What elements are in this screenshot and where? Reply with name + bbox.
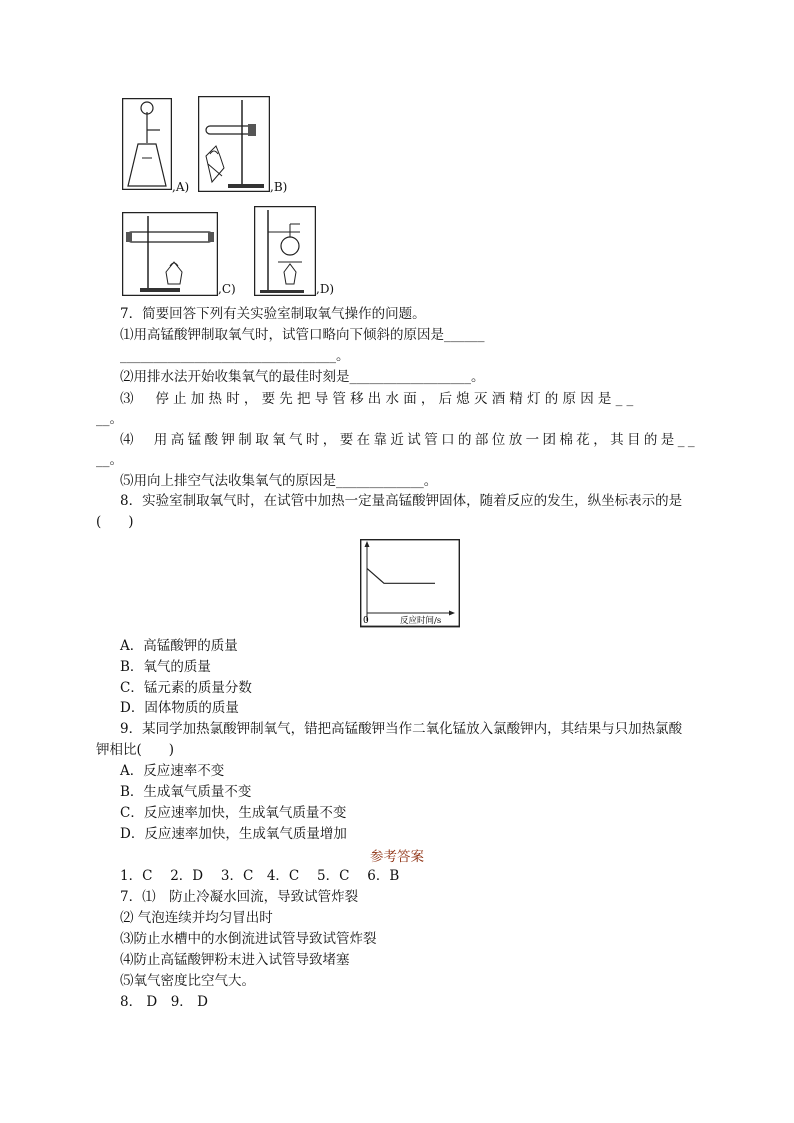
q7-stem: 7．简要回答下列有关实验室制取氧气操作的问题。	[120, 306, 426, 322]
q9-option-b: B．生成氧气质量不变	[120, 784, 252, 800]
answers-line-5: ⑷防止高锰酸钾粉末进入试管导致堵塞	[120, 952, 350, 968]
series-line	[367, 568, 435, 583]
q8-stem: 8．实验室制取氧气时，在试管中加热一定量高锰酸钾固体，随着反应的发生，纵坐标表示的是	[120, 493, 683, 509]
q7-part3-cont: __。	[96, 411, 123, 427]
q7-part2: ⑵用排水法开始收集氧气的最佳时刻是__________________。	[120, 369, 485, 385]
x-axis-label: 反应时间/s	[400, 616, 442, 626]
figure-b-label: ,B)	[270, 180, 288, 194]
q9-option-a: A．反应速率不变	[120, 763, 225, 779]
answers-title: 参考答案	[370, 849, 424, 865]
answers-line-4: ⑶防止水槽中的水倒流进试管导致试管炸裂	[120, 931, 377, 947]
q8-bracket: ( )	[96, 514, 134, 530]
apparatus-figure-a	[122, 98, 172, 190]
answers-line-6: ⑸氧气密度比空气大。	[120, 973, 255, 989]
q9-stem: 9．某同学加热氯酸钾制氧气，错把高锰酸钾当作二氧化锰放入氯酸钾内，其结果与只加热氯酸	[120, 721, 683, 737]
q7-part3: ⑶ 停止加热时，要先把导管移出水面，后熄灭酒精灯的原因是__	[120, 391, 638, 407]
figure-a-label: ,A)	[172, 180, 190, 194]
answers-line-2: 7．⑴ 防止冷凝水回流，导致试管炸裂	[120, 889, 359, 905]
q8-option-a: A．高锰酸钾的质量	[120, 638, 238, 654]
apparatus-figure-d	[254, 206, 316, 296]
q9-option-c: C．反应速率加快，生成氧气质量不变	[120, 805, 347, 821]
figure-d-label: ,D)	[316, 282, 335, 296]
q9-stem-cont: 钾相比( )	[96, 742, 175, 758]
q8-option-d: D．固体物质的质量	[120, 700, 239, 716]
q7-part1: ⑴用高锰酸钾制取氧气时，试管口略向下倾斜的原因是______	[120, 327, 485, 343]
answers-line-3: ⑵ 气泡连续并均匀冒出时	[120, 910, 273, 926]
q8-option-c: C．锰元素的质量分数	[120, 680, 252, 696]
q7-part5: ⑸用向上排空气法收集氧气的原因是_____________。	[120, 473, 438, 489]
x-axis-arrow	[449, 611, 455, 616]
q9-option-d: D．反应速率加快，生成氧气质量增加	[120, 826, 347, 842]
q8-option-b: B．氧气的质量	[120, 659, 211, 675]
y-axis-arrow	[365, 541, 370, 547]
figure-c-label: ,C)	[218, 282, 236, 296]
origin-label: 0	[363, 616, 369, 626]
answers-line-7: 8． D 9． D	[120, 994, 208, 1010]
q7-part4-main: ⑷ 用高锰酸钾制取氧气时，要在靠近试管口的部位放一团棉花，其目的是__	[120, 432, 698, 448]
answers-line-1: 1．C 2．D 3．C 4．C 5．C 6．B	[120, 868, 400, 884]
q7-part1-cont: ________________________________。	[120, 348, 350, 364]
apparatus-figure-c	[122, 212, 218, 296]
q7-part4-cont: __。	[96, 452, 123, 468]
apparatus-figure-b	[198, 96, 270, 192]
q8-chart	[360, 539, 460, 631]
